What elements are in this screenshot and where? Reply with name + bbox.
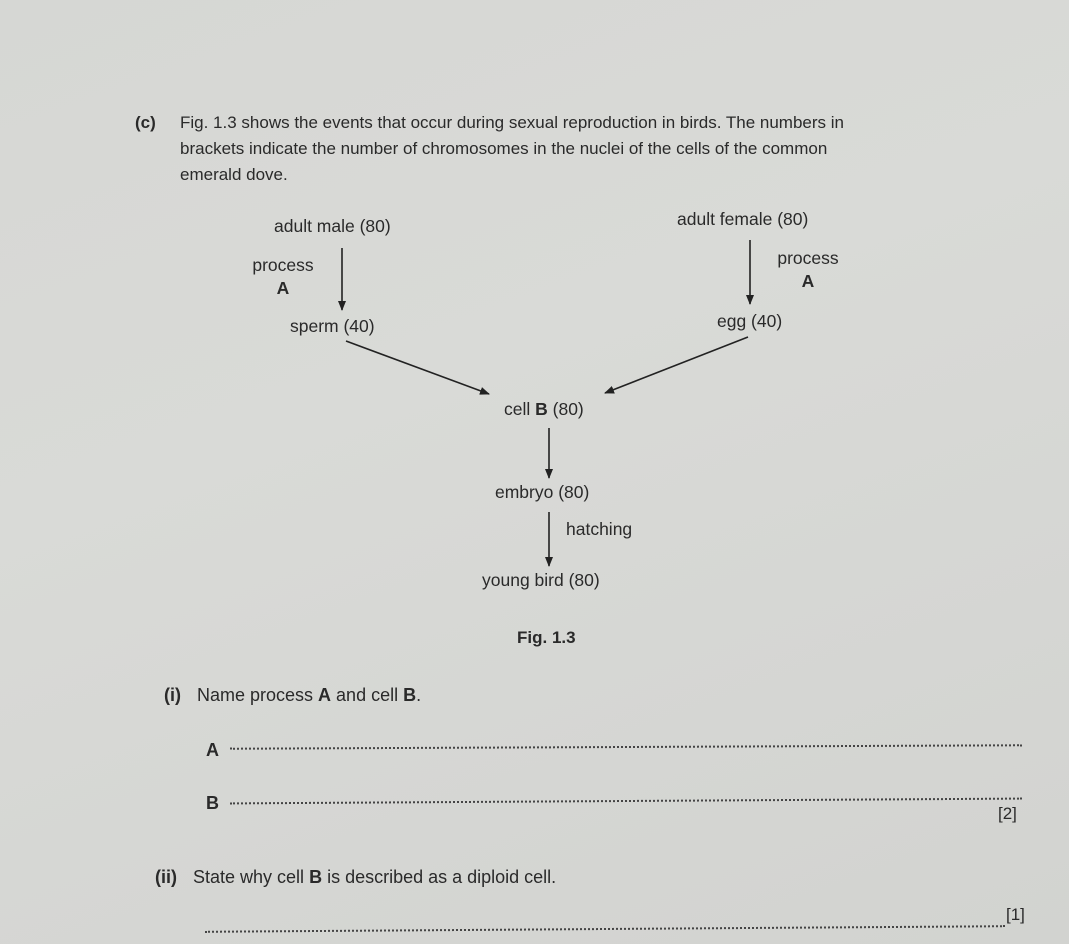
question-ii-number: (ii) [155, 867, 177, 887]
egg-label: egg (40) [717, 311, 783, 331]
answer-label-b: B [206, 793, 219, 813]
intro-line-3: emerald dove. [180, 165, 288, 184]
process-word: process [777, 248, 839, 268]
intro-line-2: brackets indicate the number of chromosomes in the nuclei of the cells of the common [180, 139, 828, 158]
sperm-label: sperm (40) [290, 316, 375, 336]
hatching-label: hatching [566, 519, 633, 539]
marks-i: [2] [998, 804, 1017, 823]
arrow-sperm-to-cell-b [346, 341, 489, 394]
arrow-egg-to-cell-b [605, 337, 748, 393]
question-ii: (ii) State why cell B is described as a diploid cell. [155, 867, 557, 887]
adult-female-label: adult female (80) [677, 209, 809, 229]
process-letter: A [801, 271, 815, 291]
marks-ii: [1] [1006, 905, 1025, 924]
cell-b-label: cell B (80) [504, 399, 584, 419]
intro-line-1: Fig. 1.3 shows the events that occur during sexual reproduction in birds. The numbers in [180, 113, 844, 132]
young-bird-label: young bird (80) [482, 570, 600, 590]
process-word: process [252, 255, 314, 275]
process-letter: A [276, 278, 290, 298]
embryo-label: embryo (80) [495, 482, 590, 502]
question-i: (i) Name process A and cell B. [164, 685, 422, 705]
answer-label-a: A [206, 740, 219, 760]
adult-male-label: adult male (80) [274, 216, 391, 236]
process-a-left [247, 254, 319, 300]
process-a-right [771, 247, 845, 293]
part-label: (c) [135, 113, 156, 132]
question-i-number: (i) [164, 685, 181, 705]
figure-caption: Fig. 1.3 [517, 628, 576, 647]
